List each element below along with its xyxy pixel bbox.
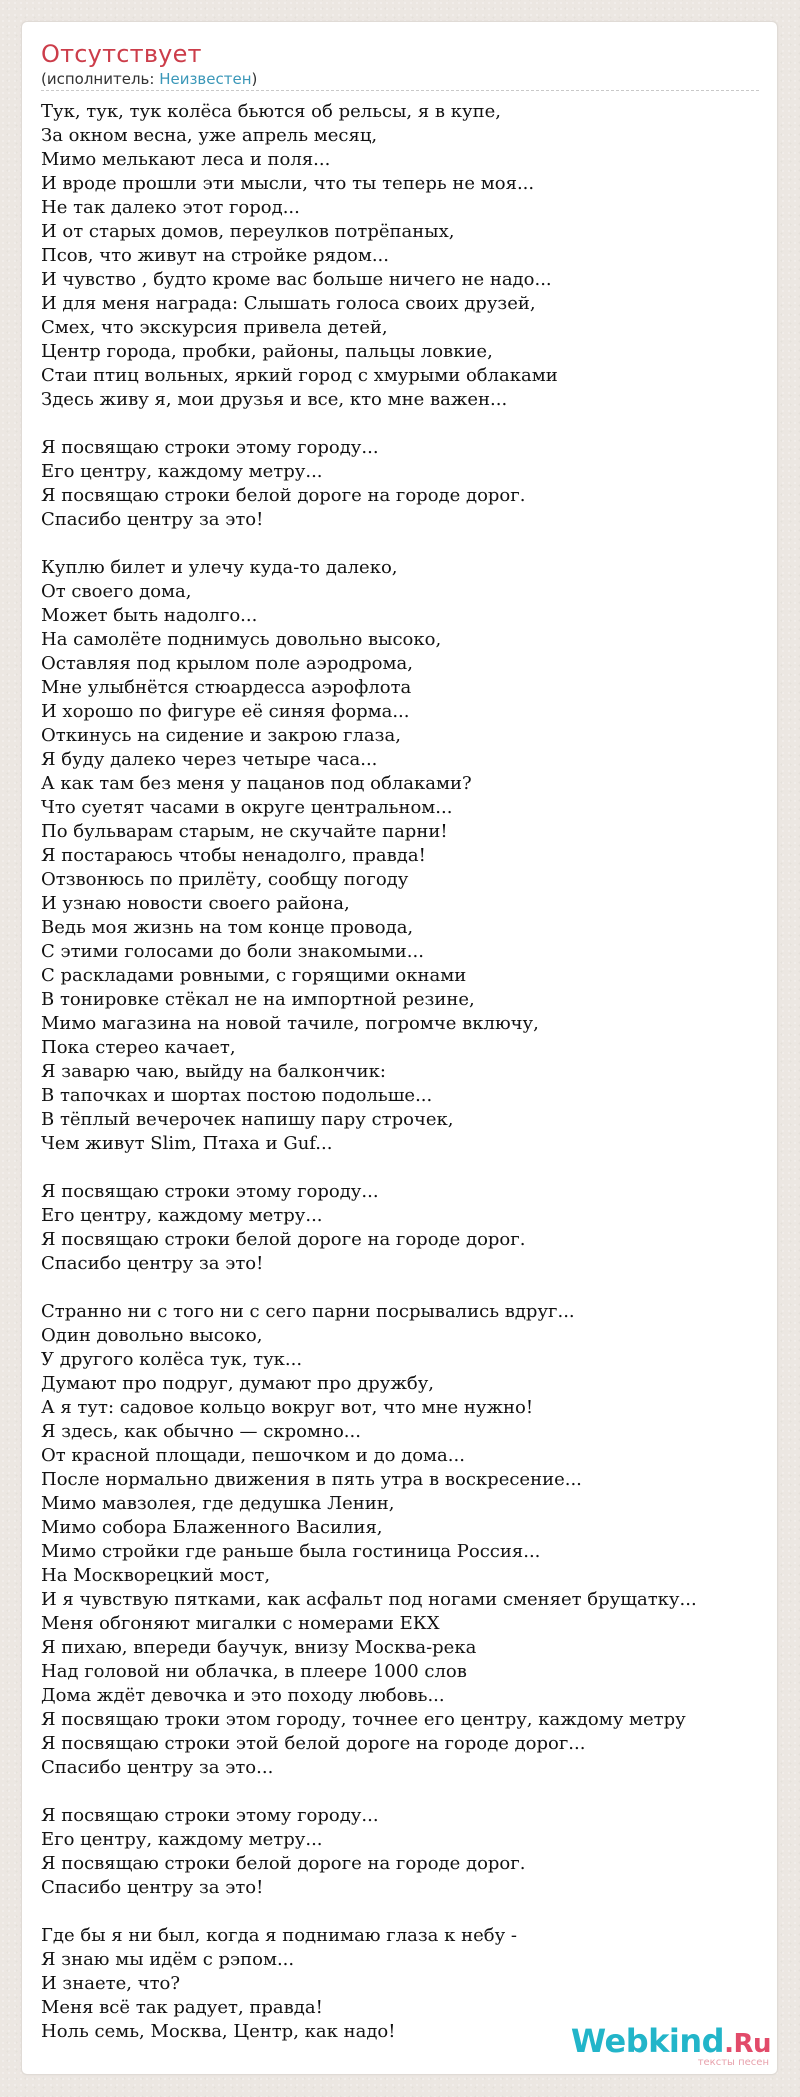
lyric-line: Центр города, пробки, районы, пальцы ловкие,: [41, 341, 493, 362]
lyrics-stanza: [41, 436, 776, 532]
lyric-line: На самолёте поднимусь довольно высоко,: [41, 629, 442, 650]
lyric-line: От своего дома,: [41, 581, 192, 602]
site-logo[interactable]: [570, 2022, 771, 2068]
lyric-line: Я буду далеко через четыре часа...: [41, 749, 378, 770]
lyric-line: Смех, что экскурсия привела детей,: [41, 317, 388, 338]
lyric-line: С этими голосами до боли знакомыми...: [41, 941, 424, 962]
logo-tagline: тексты песен: [697, 2057, 769, 2068]
logo-suffix: .Ru: [724, 2029, 771, 2059]
lyric-line: Псов, что живут на стройке рядом...: [41, 245, 390, 266]
lyric-line: Его центру, каждому метру...: [41, 461, 323, 482]
lyric-line: Спасибо центру за это!: [41, 1877, 264, 1898]
lyric-line: Я посвящаю строки белой дороге на городе дорог.: [41, 1853, 526, 1874]
lyric-line: У другого колёса тук, тук...: [41, 1349, 303, 1370]
lyric-line: Меня обгоняют мигалки с номерами ЕКХ: [41, 1613, 440, 1634]
lyric-line: Меня всё так радует, правда!: [41, 1997, 323, 2018]
title-divider: [41, 90, 759, 91]
lyric-line: Здесь живу я, мои друзья и все, кто мне важен...: [41, 389, 508, 410]
lyric-line: Где бы я ни был, когда я поднимаю глаза к небу -: [41, 1925, 517, 1946]
lyrics-stanza: [41, 100, 776, 412]
lyric-line: А как там без меня у пацанов под облаками?: [41, 773, 472, 794]
lyric-line: Спасибо центру за это!: [41, 1253, 264, 1274]
lyric-line: Пока стерео качает,: [41, 1037, 236, 1058]
lyrics-stanza: [41, 1180, 776, 1276]
lyrics-stanza: [41, 1300, 776, 1780]
logo-text: [570, 2022, 771, 2060]
lyric-line: Мимо стройки где раньше была гостиница Россия...: [41, 1541, 541, 1562]
lyric-line: Один довольно высоко,: [41, 1325, 263, 1346]
lyric-line: Я постараюсь чтобы ненадолго, правда!: [41, 845, 426, 866]
lyric-line: И узнаю новости своего района,: [41, 893, 350, 914]
lyric-line: И вроде прошли эти мысли, что ты теперь не моя...: [41, 173, 535, 194]
lyric-line: Его центру, каждому метру...: [41, 1829, 323, 1850]
artist-prefix: (исполнитель:: [41, 70, 160, 88]
lyric-line: Мимо мавзолея, где дедушка Ленин,: [41, 1493, 395, 1514]
lyric-line: И знаете, что?: [41, 1973, 181, 1994]
lyric-line: Откинусь на сидение и закрою глаза,: [41, 725, 401, 746]
lyric-line: И для меня награда: Слышать голоса своих друзей,: [41, 293, 536, 314]
lyric-line: Оставляя под крылом поле аэродрома,: [41, 653, 413, 674]
lyric-line: Над головой ни облачка, в плеере 1000 слов: [41, 1661, 467, 1682]
lyric-line: И чувство , будто кроме вас больше ничего не надо...: [41, 269, 552, 290]
lyric-line: И я чувствую пятками, как асфальт под ногами сменяет брущатку...: [41, 1589, 697, 1610]
lyric-line: На Москворецкий мост,: [41, 1565, 271, 1586]
lyric-line: Мимо магазина на новой тачиле, погромче включу,: [41, 1013, 539, 1034]
lyric-line: За окном весна, уже апрель месяц,: [41, 125, 378, 146]
artist-line: [41, 70, 257, 88]
lyric-line: Стаи птиц вольных, яркий город с хмурыми облаками: [41, 365, 558, 386]
lyric-line: В тёплый вечерочек напишу пару строчек,: [41, 1109, 454, 1130]
lyric-line: Тук, тук, тук колёса бьются об рельсы, я в купе,: [41, 101, 501, 122]
lyric-line: От красной площади, пешочком и до дома...: [41, 1445, 465, 1466]
lyric-line: В тапочках и шортах постою подольше...: [41, 1085, 433, 1106]
lyric-line: Мимо мелькают леса и поля...: [41, 149, 331, 170]
lyric-line: И от старых домов, переулков потрёпаных,: [41, 221, 455, 242]
lyric-line: Дома ждёт девочка и это походу любовь...: [41, 1685, 445, 1706]
lyric-line: После нормально движения в пять утра в воскресение...: [41, 1469, 582, 1490]
lyric-line: Отзвонюсь по прилёту, сообщу погоду: [41, 869, 409, 890]
lyric-line: Ноль семь, Москва, Центр, как надо!: [41, 2021, 396, 2042]
lyric-line: Я посвящаю строки этому городу...: [41, 437, 379, 458]
lyric-line: Спасибо центру за это!: [41, 509, 264, 530]
lyric-line: Я пихаю, впереди баучук, внизу Москва-река: [41, 1637, 477, 1658]
lyric-line: Я посвящаю строки этому городу...: [41, 1181, 379, 1202]
lyric-line: В тонировке стёкал не на импортной резине,: [41, 989, 475, 1010]
lyric-line: По бульварам старым, не скучайте парни!: [41, 821, 448, 842]
lyric-line: Ведь моя жизнь на том конце провода,: [41, 917, 414, 938]
lyric-line: Его центру, каждому метру...: [41, 1205, 323, 1226]
lyrics-body: [41, 100, 776, 2068]
lyric-line: А я тут: садовое кольцо вокруг вот, что мне нужно!: [41, 1397, 534, 1418]
lyric-line: И хорошо по фигуре её синяя форма...: [41, 701, 410, 722]
lyric-line: Может быть надолго...: [41, 605, 258, 626]
artist-suffix: ): [251, 70, 258, 88]
lyric-line: Странно ни с того ни с сего парни посрывались вдруг...: [41, 1301, 575, 1322]
lyric-line: Не так далеко этот город...: [41, 197, 300, 218]
lyric-line: Я посвящаю строки этой белой дороге на городе дорог...: [41, 1733, 586, 1754]
lyric-line: Что суетят часами в округе центральном...: [41, 797, 453, 818]
lyric-line: Спасибо центру за это...: [41, 1757, 274, 1778]
lyric-line: Чем живут Slim, Птаха и Guf...: [41, 1133, 333, 1154]
logo-main: Webkind: [570, 2022, 725, 2060]
lyric-line: Я здесь, как обычно — скромно...: [41, 1421, 361, 1442]
lyric-line: Я посвящаю троки этом городу, точнее его центру, каждому метру: [41, 1709, 686, 1730]
lyrics-stanza: [41, 1804, 776, 1900]
lyric-line: Я посвящаю строки этому городу...: [41, 1805, 379, 1826]
song-title: Отсутствует: [41, 40, 202, 68]
artist-link[interactable]: Неизвестен: [159, 70, 252, 88]
lyric-line: Куплю билет и улечу куда-то далеко,: [41, 557, 398, 578]
lyric-line: Мне улыбнётся стюардесса аэрофлота: [41, 677, 412, 698]
lyric-line: Думают про подруг, думают про дружбу,: [41, 1373, 435, 1394]
lyric-line: Мимо собора Блаженного Василия,: [41, 1517, 383, 1538]
lyrics-stanza: [41, 556, 776, 1156]
lyric-line: Я посвящаю строки белой дороге на городе дорог.: [41, 485, 526, 506]
lyric-line: Я заварю чаю, выйду на балкончик:: [41, 1061, 386, 1082]
lyric-line: Я знаю мы идём с рэпом...: [41, 1949, 295, 1970]
lyric-line: Я посвящаю строки белой дороге на городе дорог.: [41, 1229, 526, 1250]
lyric-line: С раскладами ровными, с горящими окнами: [41, 965, 467, 986]
